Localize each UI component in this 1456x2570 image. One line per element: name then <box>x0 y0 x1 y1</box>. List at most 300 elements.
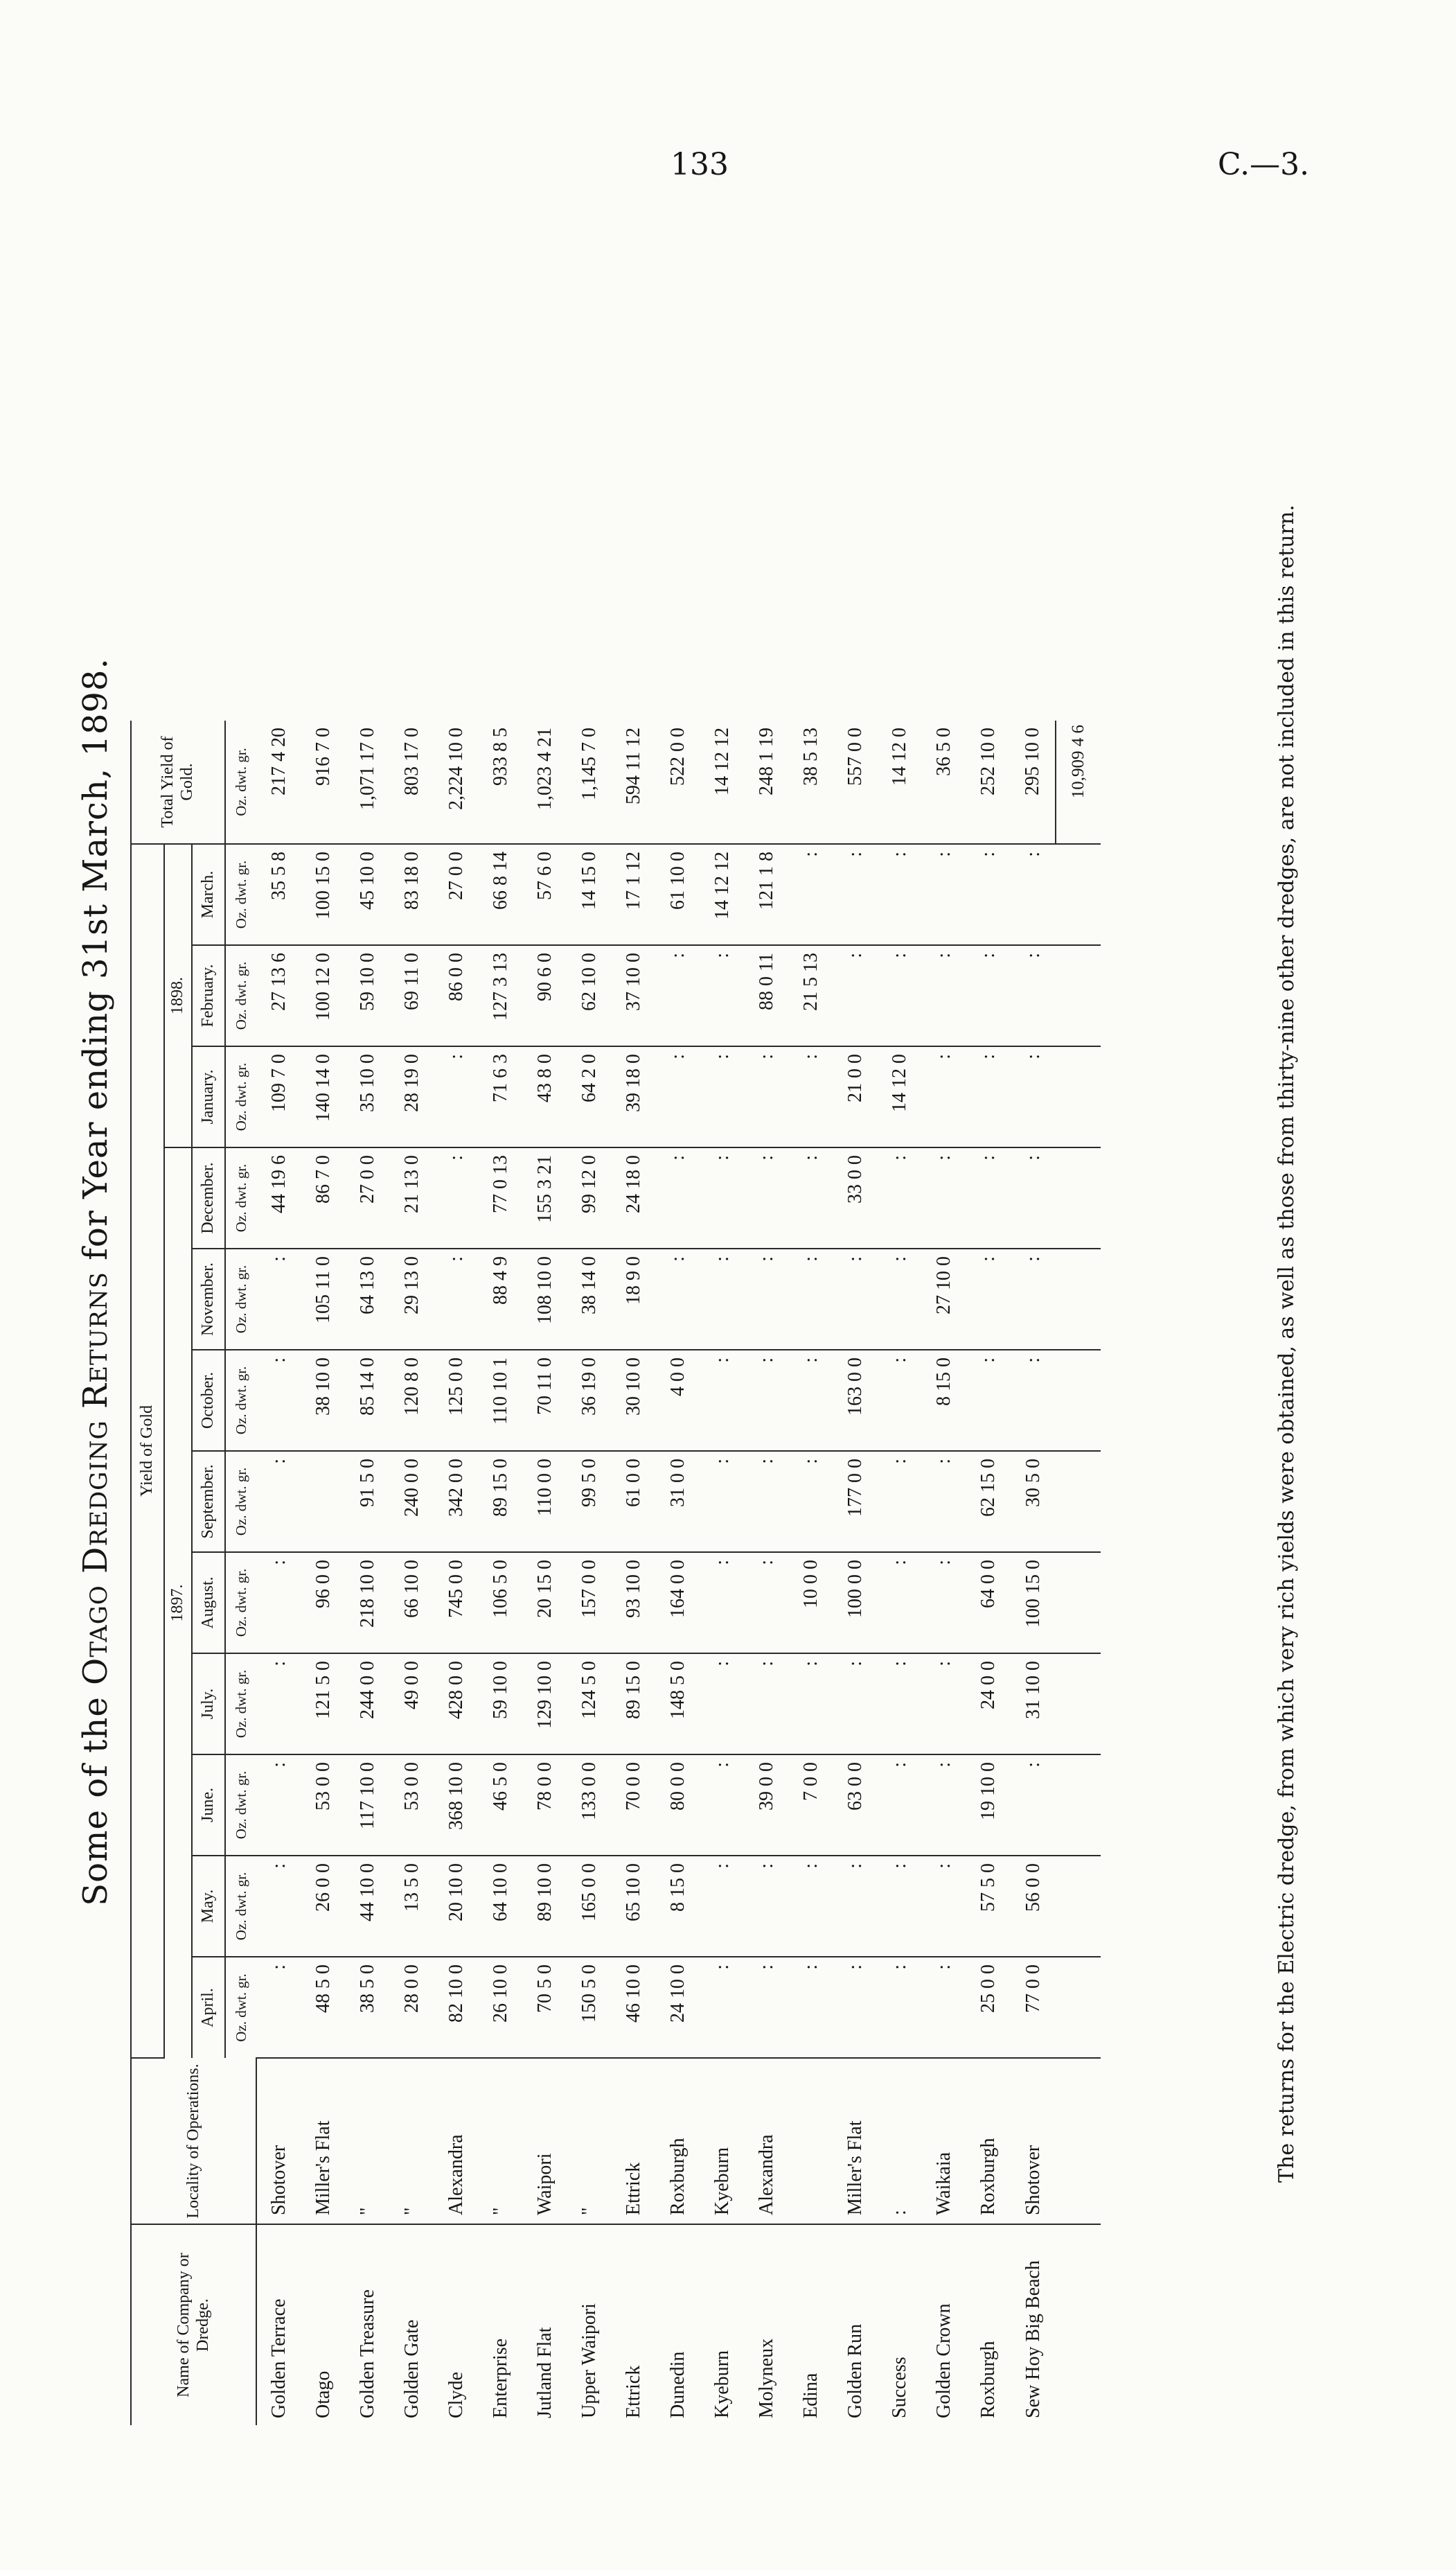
month-value: : <box>1011 1046 1056 1147</box>
month-value: 100 12 0 <box>301 945 346 1046</box>
month-value: : <box>1011 844 1056 945</box>
month-value: 86 0 0 <box>434 945 479 1046</box>
total-yield: 2,224 10 0 <box>434 721 479 844</box>
month-value: 80 0 0 <box>656 1754 700 1856</box>
company-name: Clyde <box>445 2372 467 2418</box>
month-value: 64 0 0 <box>966 1552 1011 1653</box>
total-yield: 1,145 7 0 <box>567 721 612 844</box>
month-value: : <box>878 844 922 945</box>
month-value: 33 0 0 <box>833 1147 878 1249</box>
month-value: 65 10 0 <box>612 1856 656 1957</box>
month-value: 89 15 0 <box>612 1653 656 1754</box>
total-yield: 14 12 0 <box>878 721 922 844</box>
table-body <box>256 721 1101 2425</box>
month-value: : <box>922 1856 966 1957</box>
month-value: : <box>1011 1249 1056 1350</box>
header-month: November. <box>192 1249 225 1350</box>
table-row <box>256 721 301 2425</box>
locality: " <box>479 2058 523 2224</box>
locality: Kyeburn <box>700 2058 745 2224</box>
month-value: 77 0 0 <box>1011 1957 1056 2058</box>
table-row <box>301 721 346 2425</box>
month-value: 121 1 8 <box>745 844 789 945</box>
table-row <box>390 721 434 2425</box>
grand-total: 10,909 4 6 <box>1056 721 1101 844</box>
month-value: 110 0 0 <box>523 1451 567 1552</box>
month-value: : <box>922 1653 966 1754</box>
month-value: : <box>966 1046 1011 1147</box>
header-month: September. <box>192 1451 225 1552</box>
month-value: : <box>878 1147 922 1249</box>
total-yield: 14 12 12 <box>700 721 745 844</box>
month-value: : <box>878 1856 922 1957</box>
month-value: 69 11 0 <box>390 945 434 1046</box>
month-value: : <box>833 844 878 945</box>
month-value: : <box>789 1957 833 2058</box>
month-value: : <box>833 1653 878 1754</box>
month-value: : <box>789 1249 833 1350</box>
total-yield: 594 11 12 <box>612 721 656 844</box>
month-value: 66 8 14 <box>479 844 523 945</box>
month-value: : <box>256 1451 301 1552</box>
table-row <box>789 721 833 2425</box>
month-value: 86 7 0 <box>301 1147 346 1249</box>
month-value: 27 10 0 <box>922 1249 966 1350</box>
month-value: 24 18 0 <box>612 1147 656 1249</box>
total-yield: 916 7 0 <box>301 721 346 844</box>
header-unit: Oz. dwt. gr. <box>225 1451 256 1552</box>
header-unit: Oz. dwt. gr. <box>225 844 256 945</box>
header-yield: Yield of Gold <box>131 844 164 2058</box>
month-value: : <box>700 1451 745 1552</box>
month-value: 218 10 0 <box>346 1552 390 1653</box>
empty-cell <box>1056 2058 1101 2224</box>
month-value: : <box>656 1249 700 1350</box>
header-unit: Oz. dwt. gr. <box>225 1249 256 1350</box>
month-value: 89 15 0 <box>479 1451 523 1552</box>
table-row <box>523 721 567 2425</box>
header-month: December. <box>192 1147 225 1249</box>
month-value: : <box>434 1249 479 1350</box>
total-yield: 1,023 4 21 <box>523 721 567 844</box>
month-value: 61 10 0 <box>656 844 700 945</box>
dredging-returns-table <box>130 721 1101 2425</box>
company-name: Dunedin <box>667 2351 689 2418</box>
table-row <box>878 721 922 2425</box>
month-value: 63 0 0 <box>833 1754 878 1856</box>
month-value: 26 0 0 <box>301 1856 346 1957</box>
month-value: 77 0 13 <box>479 1147 523 1249</box>
month-value: 177 0 0 <box>833 1451 878 1552</box>
month-value: 29 13 0 <box>390 1249 434 1350</box>
month-value: : <box>922 844 966 945</box>
month-value: 62 15 0 <box>966 1451 1011 1552</box>
month-value: : <box>745 1957 789 2058</box>
table-row <box>434 721 479 2425</box>
company-name: Success <box>889 2357 910 2418</box>
month-value: 124 5 0 <box>567 1653 612 1754</box>
locality: Waikaia <box>922 2058 966 2224</box>
company-name: Otago <box>312 2370 334 2418</box>
month-value: 20 10 0 <box>434 1856 479 1957</box>
locality: Roxburgh <box>966 2058 1011 2224</box>
header-unit: Oz. dwt. gr. <box>232 1973 249 2042</box>
month-value: 26 10 0 <box>479 1957 523 2058</box>
month-value: : <box>256 1350 301 1451</box>
header-unit: Oz. dwt. gr. <box>225 1147 256 1249</box>
company-name: Golden Gate <box>401 2319 423 2418</box>
month-value: : <box>833 945 878 1046</box>
month-value: : <box>745 1451 789 1552</box>
rotated-table-area <box>76 125 1456 2425</box>
total-yield: 38 5 13 <box>789 721 833 844</box>
month-value: : <box>1011 1147 1056 1249</box>
month-value: : <box>745 1350 789 1451</box>
month-value: 44 10 0 <box>346 1856 390 1957</box>
month-value: 64 10 0 <box>479 1856 523 1957</box>
month-value: 70 5 0 <box>523 1957 567 2058</box>
month-value: 7 0 0 <box>789 1754 833 1856</box>
month-value: 90 6 0 <box>523 945 567 1046</box>
month-value: 38 14 0 <box>567 1249 612 1350</box>
month-value: : <box>700 1957 745 2058</box>
header-unit: Oz. dwt. gr. <box>225 1350 256 1451</box>
month-value: : <box>878 945 922 1046</box>
month-value: 71 6 3 <box>479 1046 523 1147</box>
month-value: : <box>700 1249 745 1350</box>
table-row <box>745 721 789 2425</box>
month-value: 342 0 0 <box>434 1451 479 1552</box>
month-value: 21 0 0 <box>833 1046 878 1147</box>
month-value: : <box>656 1147 700 1249</box>
total-yield: 248 1 19 <box>745 721 789 844</box>
month-value: 150 5 0 <box>567 1957 612 2058</box>
month-value: : <box>966 1350 1011 1451</box>
header-month: July. <box>192 1653 225 1754</box>
total-yield: 522 0 0 <box>656 721 700 844</box>
month-value: 43 8 0 <box>523 1046 567 1147</box>
month-value: : <box>700 1147 745 1249</box>
month-value: : <box>878 1249 922 1350</box>
company-name: Golden Treasure <box>357 2289 378 2418</box>
grand-total-row <box>1056 721 1101 2425</box>
empty-cell <box>1056 1653 1101 1754</box>
month-value: : <box>745 1046 789 1147</box>
table-row <box>479 721 523 2425</box>
locality: : <box>878 2058 922 2224</box>
month-value: 70 11 0 <box>523 1350 567 1451</box>
month-value: 35 5 8 <box>256 844 301 945</box>
empty-cell <box>1056 1249 1101 1350</box>
total-yield: 933 8 5 <box>479 721 523 844</box>
month-value: : <box>700 1653 745 1754</box>
month-value: 100 15 0 <box>1011 1552 1056 1653</box>
header-unit: Oz. dwt. gr. <box>225 1754 256 1856</box>
company-name: Edina <box>800 2373 822 2418</box>
locality: " <box>346 2058 390 2224</box>
month-value: 745 0 0 <box>434 1552 479 1653</box>
total-yield: 803 17 0 <box>390 721 434 844</box>
month-value: : <box>256 1957 301 2058</box>
month-value: : <box>256 1653 301 1754</box>
month-value: 24 10 0 <box>656 1957 700 2058</box>
month-value: : <box>878 1653 922 1754</box>
empty-cell <box>1056 1856 1101 1957</box>
month-value: 35 10 0 <box>346 1046 390 1147</box>
month-value: : <box>878 1451 922 1552</box>
month-value: 99 5 0 <box>567 1451 612 1552</box>
locality: Shotover <box>1011 2058 1056 2224</box>
month-value: 45 10 0 <box>346 844 390 945</box>
total-yield: 1,071 17 0 <box>346 721 390 844</box>
header-month: October. <box>192 1350 225 1451</box>
month-value: 133 0 0 <box>567 1754 612 1856</box>
month-value: 27 0 0 <box>434 844 479 945</box>
month-value: 57 6 0 <box>523 844 567 945</box>
month-value: 88 0 11 <box>745 945 789 1046</box>
header-unit: Oz. dwt. gr. <box>225 945 256 1046</box>
total-yield: 295 10 0 <box>1011 721 1056 844</box>
month-value: : <box>1011 1754 1056 1856</box>
locality: " <box>567 2058 612 2224</box>
month-value: : <box>745 1249 789 1350</box>
month-value: : <box>966 945 1011 1046</box>
month-value: 64 13 0 <box>346 1249 390 1350</box>
month-value: : <box>700 1552 745 1653</box>
month-value: : <box>789 1147 833 1249</box>
company-name: Molyneux <box>756 2338 777 2418</box>
header-month: March. <box>192 844 225 945</box>
month-value: : <box>1011 1350 1056 1451</box>
month-value: 30 5 0 <box>1011 1451 1056 1552</box>
month-value: 31 10 0 <box>1011 1653 1056 1754</box>
month-value: 148 5 0 <box>656 1653 700 1754</box>
month-value: : <box>789 1046 833 1147</box>
empty-cell <box>1056 1552 1101 1653</box>
month-value: 105 11 0 <box>301 1249 346 1350</box>
empty-cell <box>1056 945 1101 1046</box>
empty-cell <box>1056 2224 1101 2425</box>
month-value: : <box>1011 945 1056 1046</box>
month-value: : <box>745 1552 789 1653</box>
month-value: 31 0 0 <box>656 1451 700 1552</box>
month-value: 46 10 0 <box>612 1957 656 2058</box>
month-value: 61 0 0 <box>612 1451 656 1552</box>
month-value: 38 10 0 <box>301 1350 346 1451</box>
month-value: 121 5 0 <box>301 1653 346 1754</box>
month-value: 106 5 0 <box>479 1552 523 1653</box>
month-value: 163 0 0 <box>833 1350 878 1451</box>
month-value: : <box>256 1552 301 1653</box>
month-value: 24 0 0 <box>966 1653 1011 1754</box>
total-yield: 36 5 0 <box>922 721 966 844</box>
header-unit: Oz. dwt. gr. <box>225 1046 256 1147</box>
header-name: Name of Company or Dredge. <box>131 2224 256 2425</box>
month-value: : <box>789 1856 833 1957</box>
month-value: 53 0 0 <box>390 1754 434 1856</box>
locality: Alexandra <box>434 2058 479 2224</box>
footnote: The returns for the Electric dredge, from which very rich yields were obtained, as well as those from thirty-nine other dredges, are not included in this return. <box>1275 504 1299 2183</box>
month-value: 44 19 6 <box>256 1147 301 1249</box>
company-name: Jutland Flat <box>534 2327 556 2418</box>
month-value: 82 10 0 <box>434 1957 479 2058</box>
month-value: 56 0 0 <box>1011 1856 1056 1957</box>
month-value: 428 0 0 <box>434 1653 479 1754</box>
month-value: 27 0 0 <box>346 1147 390 1249</box>
month-value: 125 0 0 <box>434 1350 479 1451</box>
month-value: : <box>256 1754 301 1856</box>
table-row <box>567 721 612 2425</box>
month-value: 18 9 0 <box>612 1249 656 1350</box>
month-value: : <box>434 1147 479 1249</box>
month-value: 117 10 0 <box>346 1754 390 1856</box>
locality: Shotover <box>256 2058 301 2224</box>
month-value: 244 0 0 <box>346 1653 390 1754</box>
header-locality: Locality of Operations. <box>131 2058 256 2224</box>
month-value: 59 10 0 <box>479 1653 523 1754</box>
empty-cell <box>1056 1350 1101 1451</box>
month-value: : <box>656 1046 700 1147</box>
month-value: 14 12 12 <box>700 844 745 945</box>
table-row <box>966 721 1011 2425</box>
month-value: 38 5 0 <box>346 1957 390 2058</box>
empty-cell <box>1056 1957 1101 2058</box>
empty-cell <box>1056 1754 1101 1856</box>
month-value: 19 10 0 <box>966 1754 1011 1856</box>
header-month: May. <box>192 1856 225 1957</box>
month-value: : <box>966 1147 1011 1249</box>
month-value: 25 0 0 <box>966 1957 1011 2058</box>
month-value: 37 10 0 <box>612 945 656 1046</box>
company-name: Roxburgh <box>977 2341 999 2418</box>
month-value: 78 0 0 <box>523 1754 567 1856</box>
month-value: 27 13 6 <box>256 945 301 1046</box>
month-value: : <box>656 945 700 1046</box>
total-yield: 217 4 20 <box>256 721 301 844</box>
month-value: 62 10 0 <box>567 945 612 1046</box>
table-row <box>833 721 878 2425</box>
month-value: 48 5 0 <box>301 1957 346 2058</box>
month-value: 368 10 0 <box>434 1754 479 1856</box>
table-row <box>656 721 700 2425</box>
month-value: 140 14 0 <box>301 1046 346 1147</box>
month-value: 14 15 0 <box>567 844 612 945</box>
empty-cell <box>1056 1046 1101 1147</box>
header-month: June. <box>192 1754 225 1856</box>
month-value: : <box>434 1046 479 1147</box>
month-value: 155 3 21 <box>523 1147 567 1249</box>
month-value: 85 14 0 <box>346 1350 390 1451</box>
document-code: C.—3. <box>1218 147 1310 182</box>
header-unit: Oz. dwt. gr. <box>225 1856 256 1957</box>
month-value: 28 19 0 <box>390 1046 434 1147</box>
month-value: 30 10 0 <box>612 1350 656 1451</box>
month-value: 127 3 13 <box>479 945 523 1046</box>
locality: Miller's Flat <box>301 2058 346 2224</box>
company-name: Golden Terrace <box>268 2298 290 2418</box>
month-value: 129 10 0 <box>523 1653 567 1754</box>
month-value: 57 5 0 <box>966 1856 1011 1957</box>
month-value: 83 18 0 <box>390 844 434 945</box>
locality: Roxburgh <box>656 2058 700 2224</box>
month-value: 8 15 0 <box>656 1856 700 1957</box>
header-unit: Oz. dwt. gr. <box>225 1653 256 1754</box>
locality: Waipori <box>523 2058 567 2224</box>
month-value: : <box>745 1856 789 1957</box>
month-value: : <box>878 1350 922 1451</box>
header-unit: Oz. dwt. gr. <box>225 1552 256 1653</box>
total-yield: 252 10 0 <box>966 721 1011 844</box>
month-value: 64 2 0 <box>567 1046 612 1147</box>
month-value: : <box>789 844 833 945</box>
month-value: 100 0 0 <box>833 1552 878 1653</box>
month-value: 120 8 0 <box>390 1350 434 1451</box>
month-value: 36 19 0 <box>567 1350 612 1451</box>
header-year-1898: 1898. <box>164 844 192 1147</box>
locality <box>789 2058 833 2224</box>
month-value: : <box>922 1147 966 1249</box>
company-name: Sew Hoy Big Beach <box>1022 2260 1044 2418</box>
page-number: 133 <box>671 147 729 182</box>
empty-cell <box>1056 1147 1101 1249</box>
month-value: 13 5 0 <box>390 1856 434 1957</box>
month-value: 8 15 0 <box>922 1350 966 1451</box>
month-value: 110 10 1 <box>479 1350 523 1451</box>
total-yield: 557 0 0 <box>833 721 878 844</box>
month-value: 99 12 0 <box>567 1147 612 1249</box>
returns-table-wrap <box>130 721 1101 2425</box>
month-value: 93 10 0 <box>612 1552 656 1653</box>
month-value: 28 0 0 <box>390 1957 434 2058</box>
table-row <box>700 721 745 2425</box>
locality: Miller's Flat <box>833 2058 878 2224</box>
month-value: : <box>878 1754 922 1856</box>
empty-cell <box>1056 844 1101 945</box>
month-value: 53 0 0 <box>301 1754 346 1856</box>
month-value: : <box>922 1957 966 2058</box>
month-value: : <box>922 945 966 1046</box>
month-value: 164 0 0 <box>656 1552 700 1653</box>
month-value: : <box>833 1957 878 2058</box>
header-month: April. <box>192 1957 225 2058</box>
month-value: 21 5 13 <box>789 945 833 1046</box>
month-value: : <box>700 1350 745 1451</box>
header-total: Total Yield of Gold. <box>131 721 225 844</box>
title-suffix: for Year ending 31st March, 1898. <box>76 658 115 1272</box>
empty-cell <box>1056 1451 1101 1552</box>
month-value: 49 0 0 <box>390 1653 434 1754</box>
month-value: : <box>966 844 1011 945</box>
month-value: 165 0 0 <box>567 1856 612 1957</box>
month-value: : <box>700 945 745 1046</box>
month-value: 66 10 0 <box>390 1552 434 1653</box>
month-value: 108 10 0 <box>523 1249 567 1350</box>
month-value: 157 0 0 <box>567 1552 612 1653</box>
month-value: 39 18 0 <box>612 1046 656 1147</box>
month-value: 70 0 0 <box>612 1754 656 1856</box>
month-value: 59 10 0 <box>346 945 390 1046</box>
month-value: 89 10 0 <box>523 1856 567 1957</box>
header-month: February. <box>192 945 225 1046</box>
month-value: : <box>833 1856 878 1957</box>
table-row <box>346 721 390 2425</box>
month-value: 20 15 0 <box>523 1552 567 1653</box>
locality: Alexandra <box>745 2058 789 2224</box>
header-year-1897: 1897. <box>164 1147 192 2058</box>
table-row <box>612 721 656 2425</box>
company-name: Kyeburn <box>711 2350 733 2418</box>
table-row <box>922 721 966 2425</box>
